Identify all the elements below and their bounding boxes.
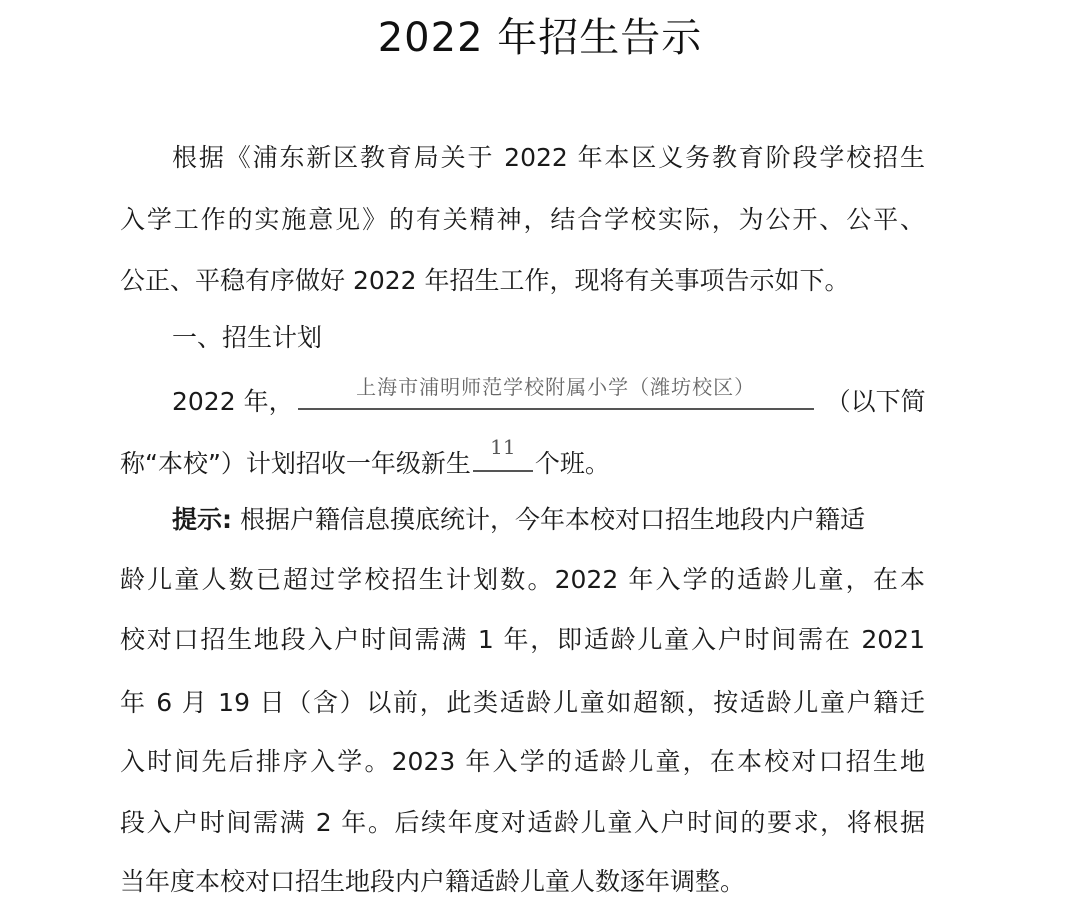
- notice-line-4: 年 6 月 19 日（含）以前，此类适龄儿童如超额，按适龄儿童户籍迁: [120, 688, 925, 717]
- plan-line2-suffix: 个班。: [534, 449, 610, 478]
- notice-line-6: 段入户时间需满 2 年。后续年度对适龄儿童入户时间的要求，将根据: [120, 808, 925, 837]
- plan-line-1: [172, 375, 926, 422]
- class-count: 11: [490, 435, 516, 459]
- plan-line-2: [120, 435, 925, 484]
- notice-line-7: 当年度本校对口招生地段内户籍适龄儿童人数逐年调整。: [120, 867, 746, 896]
- plan-year-prefix: 2022 年，: [172, 387, 294, 416]
- intro-line-1: 根据《浦东新区教育局关于 2022 年本区义务教育阶段学校招生: [172, 143, 925, 172]
- school-name-blank: [298, 375, 814, 410]
- school-name: 上海市浦明师范学校附属小学（潍坊校区）: [356, 375, 756, 399]
- notice-label: 提示:: [172, 505, 232, 534]
- notice-line-1: [172, 500, 925, 540]
- notice-line-3: 校对口招生地段入户时间需满 1 年，即适龄儿童入户时间需在 2021: [120, 625, 925, 654]
- plan-line2-prefix: 称“本校”）计划招收一年级新生: [120, 449, 471, 478]
- notice-line-5: 入时间先后排序入学。2023 年入学的适龄儿童，在本校对口招生地: [120, 747, 925, 776]
- document-title: 2022 年招生告示: [377, 15, 703, 61]
- intro-line-2: 入学工作的实施意见》的有关精神，结合学校实际，为公开、公平、: [120, 205, 925, 234]
- plan-suffix: （以下简: [825, 387, 926, 416]
- notice-line-1-text: 根据户籍信息摸底统计，今年本校对口招生地段内户籍适: [232, 505, 865, 534]
- class-count-blank: [473, 435, 533, 472]
- intro-line-3: 公正、平稳有序做好 2022 年招生工作，现将有关事项告示如下。: [120, 266, 850, 295]
- notice-line-2: 龄儿童人数已超过学校招生计划数。2022 年入学的适龄儿童，在本: [120, 565, 925, 594]
- section-heading-enrollment-plan: 一、招生计划: [172, 323, 323, 352]
